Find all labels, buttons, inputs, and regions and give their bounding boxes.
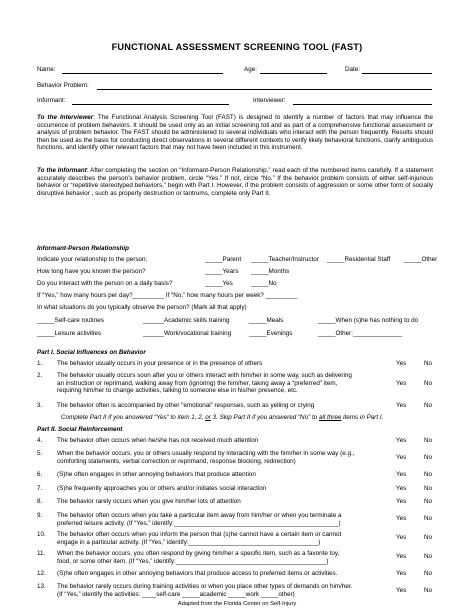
instruction-all-three: all three — [318, 414, 342, 421]
item-line: comforting statements, verbal correction or reprimand, response blocking, redirection) — [57, 457, 296, 465]
item-line: The behavior rarely occurs during training activities or when you place other types of demands on him/her. — [57, 583, 353, 590]
item-line: (If “Yes,” identify the activities: ____self-care _____academic _____work _____other) — [57, 590, 295, 598]
item-13-text — [57, 583, 392, 598]
option-daily-yes[interactable]: _____Yes — [205, 280, 233, 287]
item-9-yes[interactable]: Yes — [396, 515, 407, 522]
item-3-text — [57, 402, 392, 410]
item-line: The behavior usually occurs in your presence or in the presence of others — [57, 360, 263, 367]
item-number: 6. — [37, 471, 43, 478]
item-9-no[interactable]: No — [424, 515, 433, 522]
interviewer-lead: To the Interviewer — [37, 114, 94, 121]
item-12-text — [57, 570, 392, 578]
item-number: 13. — [37, 583, 46, 590]
item-line: engage in a particular activity. (If “Yes,” identify:_____________________________________) — [57, 538, 321, 546]
instruction-or: or — [205, 414, 211, 421]
item-line: an instruction or reprimand, walking away from (ignoring) the him/her, taking away a “preferred” item, — [57, 379, 338, 387]
item-2-yes[interactable]: Yes — [396, 380, 407, 387]
item-2-text — [57, 372, 392, 395]
behavior-problem-label: Behavior Problem: — [37, 82, 89, 89]
item-line: When the behavior occurs, you or others usually respond by interacting with the him/her in some way (e.g., — [57, 450, 355, 457]
instruction-text: Complete Part II if you answered “Yes” to item 1, 2, — [61, 414, 206, 421]
item-6-yes[interactable]: Yes — [396, 471, 407, 478]
item-7-text — [57, 485, 392, 493]
item-line: The behavior usually occurs soon after you or others interact with him/her in some way, such as delivering — [57, 372, 352, 379]
item-8-no[interactable]: No — [424, 498, 433, 505]
known-duration-question: How long have you known the person? — [37, 268, 146, 275]
item-line: (S)he often engages in other annoying behaviors that produce attention — [57, 471, 256, 478]
option-years[interactable]: _____Years — [205, 268, 239, 275]
informant-field[interactable] — [72, 104, 229, 105]
item-number: 12. — [37, 570, 46, 577]
interviewer-text: : The Functional Analysis Screening Tool (FAST) is designed to identify a number of factors that may influence the occurrence of problem behaviors. It should be used only as an initial screening toll and as part of a comprehensive functional assessment or analysis of problem behavior. The FAST should be administered to several individuals who interact with the person frequently. Results should then be used as the basis for conducting direct observations in several different contexts to verify likely behavioral functions, clarify ambiguous functions, and identify other relevant factors that may not have been included in this instrument. — [37, 114, 433, 152]
behavior-problem-field[interactable] — [97, 89, 432, 90]
item-10-yes[interactable]: Yes — [396, 534, 407, 541]
option-other[interactable]: _____Other — [404, 256, 438, 263]
hours-question: If “Yes,” how many hours per day?_________ If “No,” how many hours per week? _________ — [37, 292, 298, 299]
situation-other[interactable]: _____Other:______________ — [318, 330, 403, 337]
item-1-yes[interactable]: Yes — [396, 360, 407, 367]
item-11-yes[interactable]: Yes — [396, 553, 407, 560]
date-field[interactable] — [362, 73, 432, 74]
item-line: (S)he often engages in other annoying behaviors that produce access to preferred items or activities. — [57, 570, 338, 577]
item-13-no[interactable]: No — [424, 587, 433, 594]
item-4-text — [57, 437, 392, 445]
footer-credit: Adapted from the Florida Center on Self-Injury — [177, 601, 297, 607]
interviewer-label: Interviewer: — [253, 97, 286, 104]
item-line: The behavior often occurs when he/she has not received much attention — [57, 437, 259, 444]
item-number: 1. — [37, 360, 43, 367]
item-number: 10. — [37, 531, 46, 538]
item-1-no[interactable]: No — [424, 360, 433, 367]
relationship-question: Indicate your relationship to the person: — [37, 256, 148, 263]
interviewer-field[interactable] — [293, 104, 432, 105]
item-8-yes[interactable]: Yes — [396, 498, 407, 505]
item-5-text — [57, 450, 392, 465]
item-line: When the behavior occurs, you often respond by giving him/her a specific item, such as a favorite toy, — [57, 550, 340, 557]
item-line: The behavior often occurs when you take a particular item away from him/her or when you terminate a — [57, 512, 342, 519]
item-7-no[interactable]: No — [424, 485, 433, 492]
part1-heading: Part I. Social Influences on Behavior — [37, 349, 146, 356]
name-label: Name: — [37, 66, 56, 73]
form-title: FUNCTIONAL ASSESSMENT SCREENING TOOL (FAST) — [111, 42, 363, 52]
situation-academic[interactable]: ______Academic skills training — [143, 317, 230, 324]
item-number: 3. — [37, 402, 43, 409]
item-line: requiring him/her to change activities, talking to someone else in his/her presence, etc. — [57, 387, 298, 395]
item-7-yes[interactable]: Yes — [396, 485, 407, 492]
instruction-text: 3. Skip Part II if you answered “No” to — [210, 414, 319, 421]
item-3-yes[interactable]: Yes — [396, 402, 407, 409]
item-3-no[interactable]: No — [424, 402, 433, 409]
item-line: preferred leisure activity. (If “Yes,” identify:_______________________________________________) — [57, 519, 341, 527]
informant-instructions — [37, 167, 433, 197]
item-5-no[interactable]: No — [424, 454, 433, 461]
informant-label: Informant: — [37, 97, 66, 104]
item-line: food, or some other item. (If “Yes,” identify:___________________________________________) — [57, 557, 329, 565]
situation-self-care[interactable]: _____Self-care routines — [37, 317, 104, 324]
situation-leisure[interactable]: _____Leisure activities — [37, 330, 102, 337]
age-label: Age: — [244, 66, 257, 73]
item-line: (S)he frequently approaches you or others and/or initiates social interaction — [57, 485, 267, 492]
situation-work[interactable]: ______Work/vocational training — [143, 330, 232, 337]
item-number: 5. — [37, 450, 43, 457]
informant-lead: To the Informant — [37, 167, 87, 174]
item-line: The behavior often occurs when you inform the person that (s)he cannot have a certain item or cannot — [57, 531, 342, 538]
item-line: The behavior often is accompanied by other “emotional” responses, such as yelling or crying — [57, 402, 315, 409]
daily-interaction-question: Do you interact with the person on a daily basis? — [37, 280, 173, 287]
option-parent[interactable]: _____Parent — [205, 256, 242, 263]
item-4-no[interactable]: No — [424, 437, 433, 444]
option-residential-staff[interactable]: _____Residential Staff — [327, 256, 391, 263]
item-2-no[interactable]: No — [424, 380, 433, 387]
instruction-text: items in Part I. — [341, 414, 384, 421]
item-12-yes[interactable]: Yes — [396, 570, 407, 577]
informant-text: : After completing the section on “Informant-Person Relationship,” read each of the numbered items carefully. If a statement accurately describes the person’s behavior problem, circle “Yes.” If not, circle “No.” If the behavior problem consists of either self-injurious behavior or “repetitive stereotyped behaviors,” begin with Part I. However, if the problem consists of aggression or some other form of socially disruptive behavior , such as property destruction or tantrums, complete only Part II. — [37, 167, 434, 197]
item-10-no[interactable]: No — [424, 534, 433, 541]
name-field[interactable] — [62, 73, 223, 74]
item-number: 2. — [37, 372, 43, 379]
date-label: Date: — [345, 66, 361, 73]
item-6-no[interactable]: No — [424, 471, 433, 478]
situation-nothing-to-do[interactable]: _____When (s)he has nothing to do — [318, 317, 419, 324]
item-number: 7. — [37, 485, 43, 492]
option-daily-no[interactable]: _____No — [251, 280, 277, 287]
part1-instruction — [61, 414, 383, 421]
item-number: 4. — [37, 437, 43, 444]
item-number: 11. — [37, 550, 46, 557]
item-number: 9. — [37, 512, 43, 519]
situation-meals[interactable]: _____Meals — [249, 317, 284, 324]
situations-question: In what situations do you typically observe the person? (Mark all that apply) — [37, 304, 247, 311]
item-8-text — [57, 498, 392, 506]
interviewer-instructions — [37, 114, 433, 152]
part2-heading: Part II. Social Reinforcement — [37, 426, 123, 433]
item-number: 8. — [37, 498, 43, 505]
item-5-yes[interactable]: Yes — [396, 454, 407, 461]
item-11-no[interactable]: No — [424, 553, 433, 560]
item-line: The behavior rarely occurs when you give him/her lots of attention — [57, 498, 241, 505]
item-10-text — [57, 531, 392, 546]
item-6-text — [57, 471, 392, 479]
relationship-heading: Informant-Person Relationship — [37, 245, 130, 252]
item-13-yes[interactable]: Yes — [396, 587, 407, 594]
item-1-text — [57, 360, 392, 368]
situation-evenings[interactable]: _____Evenings — [249, 330, 293, 337]
item-12-no[interactable]: No — [424, 570, 433, 577]
option-months[interactable]: _____Months — [251, 268, 290, 275]
item-11-text — [57, 550, 392, 565]
option-teacher[interactable]: _____Teacher/Instructor — [251, 256, 319, 263]
age-field[interactable] — [260, 73, 327, 74]
item-9-text — [57, 512, 392, 527]
item-4-yes[interactable]: Yes — [396, 437, 407, 444]
